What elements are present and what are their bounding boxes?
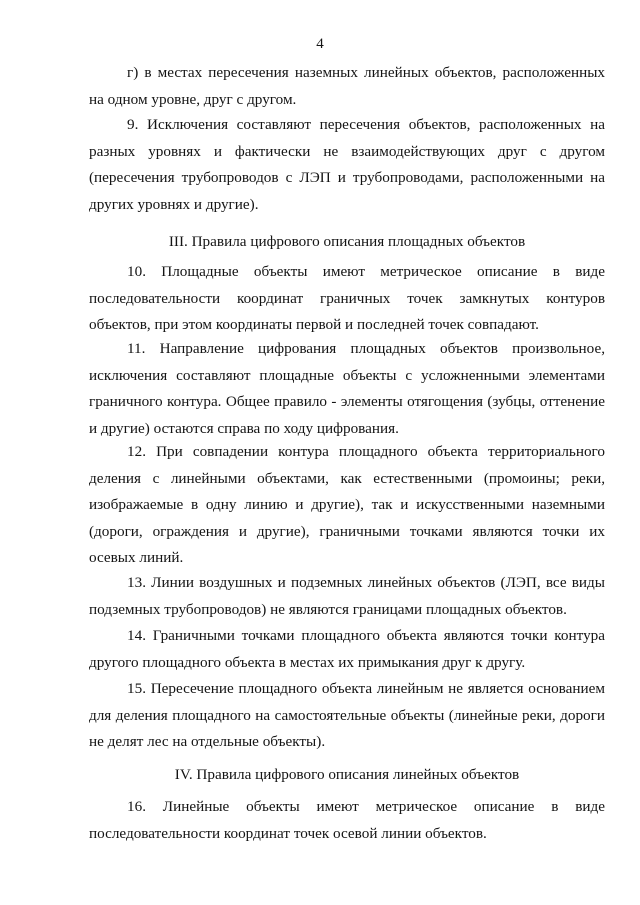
- paragraph-10: 10. Площадные объекты имеют метрическое описание в виде последовательности координат граничных точек замкнутых контуров объектов, при этом координаты первой и последней точек совпадают.: [89, 263, 605, 333]
- paragraph-9: 9. Исключения составляют пересечения объектов, расположенных на разных уровнях и фактически не взаимодействующих друг с другом (пересечения трубопроводов с ЛЭП и трубопроводами, расположенными на других уровнях и другие).: [89, 116, 605, 213]
- paragraph-14: 14. Граничными точками площадного объекта являются точки контура другого площадного объекта в местах их примыкания друг к другу.: [89, 627, 605, 671]
- paragraph-11: 11. Направление цифрования площадных объектов произвольное, исключения составляют площадные объекты с усложненными элементами граничного контура. Общее правило - элементы отягощения (зубцы, оттенение и другие) остаются справа по ходу цифрования.: [89, 340, 605, 437]
- paragraph-16: 16. Линейные объекты имеют метрическое описание в виде последовательности координат точек осевой линии объектов.: [89, 798, 605, 842]
- paragraph-15: 15. Пересечение площадного объекта линейным не является основанием для деления площадного на самостоятельные объекты (линейные реки, дороги не делят лес на отдельные объекты).: [89, 680, 605, 750]
- paragraph-13: 13. Линии воздушных и подземных линейных объектов (ЛЭП, все виды подземных трубопроводов) не являются границами площадных объектов.: [89, 574, 605, 618]
- section-heading-iv: IV. Правила цифрового описания линейных объектов: [174, 766, 520, 783]
- page-number: 4: [316, 36, 324, 52]
- paragraph-12: 12. При совпадении контура площадного объекта территориального деления с линейными объектами, как естественными (промоины; реки, изображаемые в одну линию и другие), так и искусственными наземными (дороги, ограждения и другие), граничными точками являются точки их осевых линий.: [89, 443, 605, 566]
- section-heading-iii: III. Правила цифрового описания площадных объектов: [168, 233, 526, 250]
- paragraph-g: г) в местах пересечения наземных линейных объектов, расположенных на одном уровне, друг с другом.: [89, 64, 605, 108]
